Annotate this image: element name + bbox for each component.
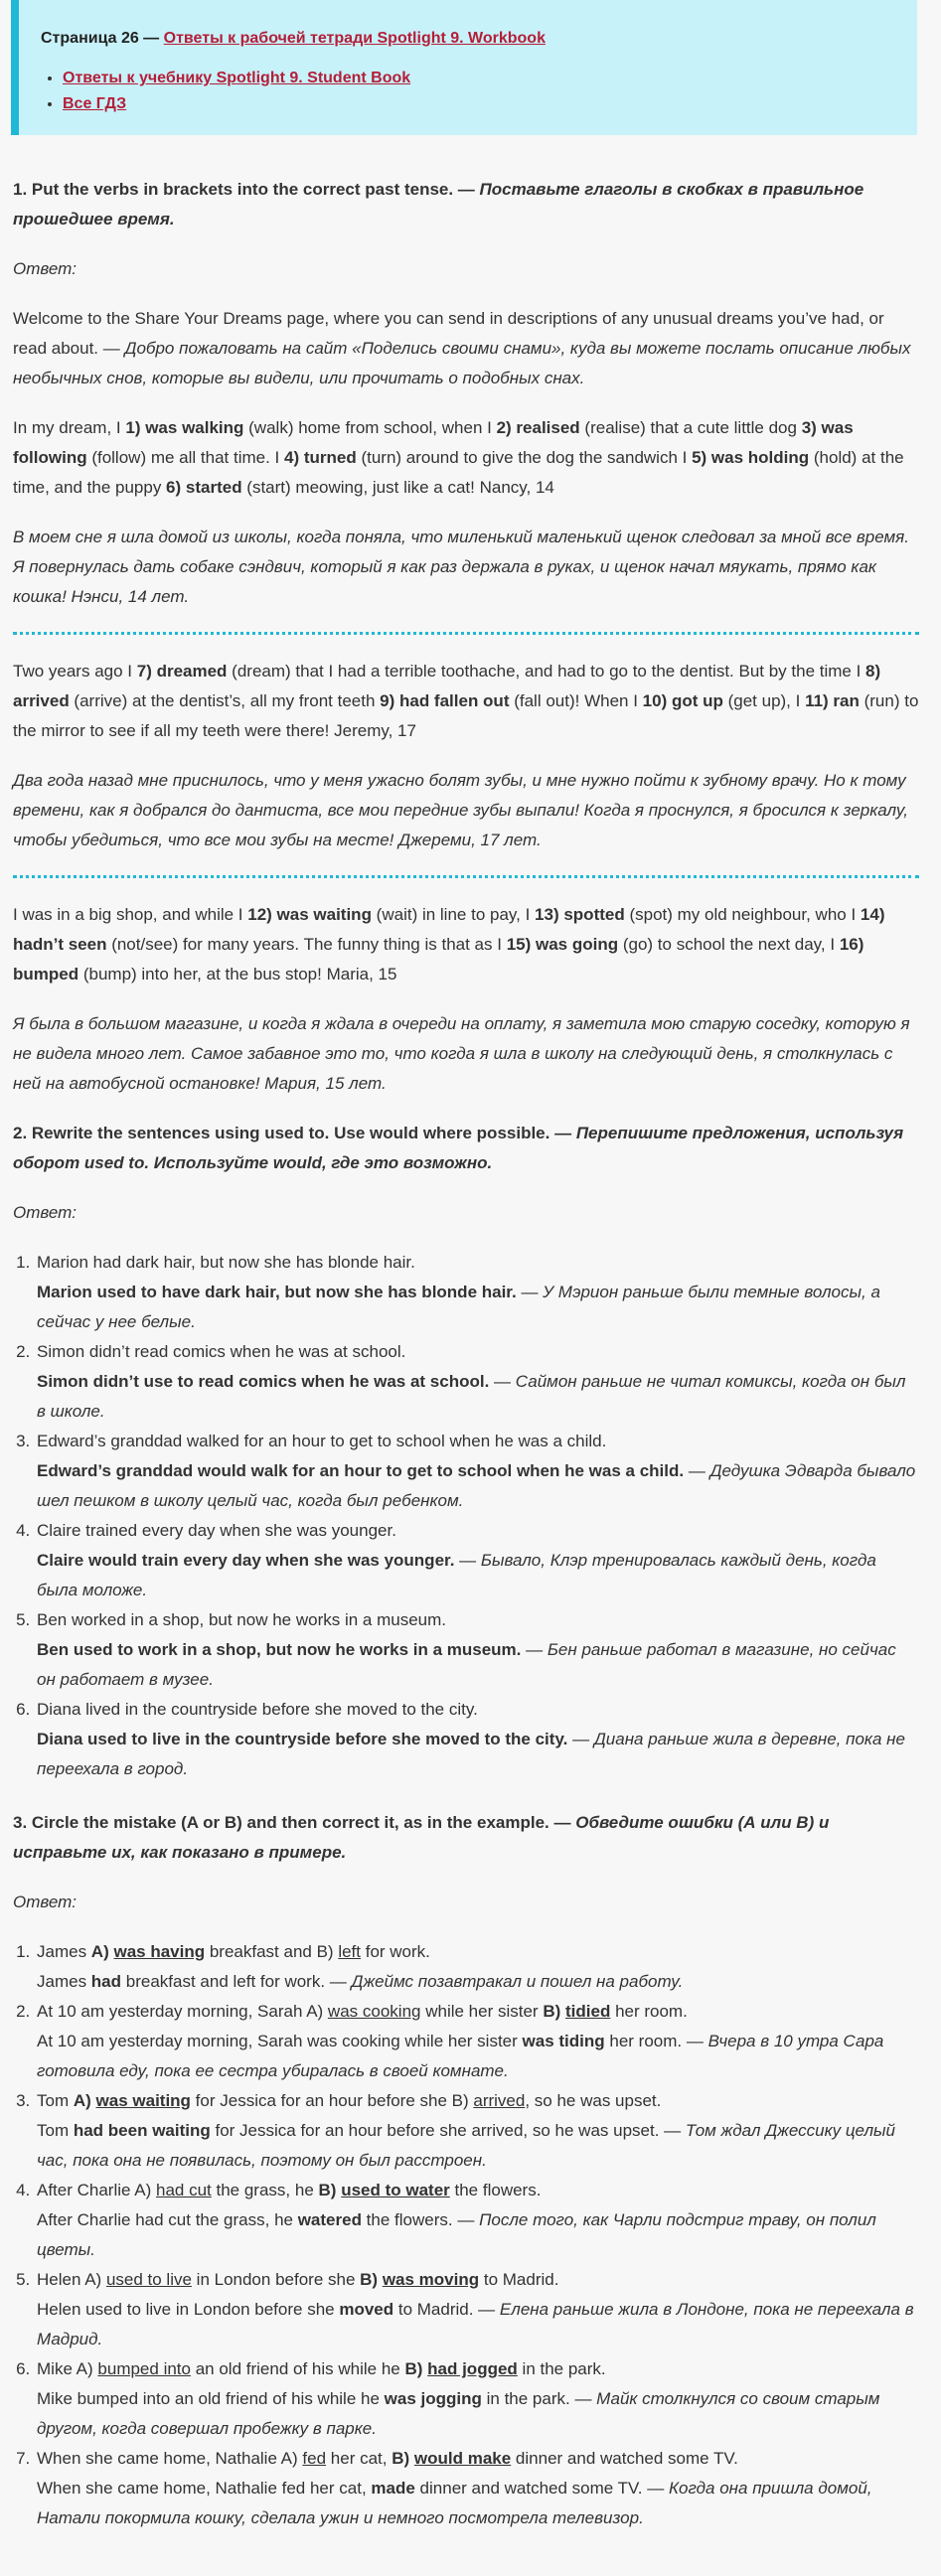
dream-story-3: I was in a big shop, and while I 12) was waiting (wait) in line to pay, I 13) spotted (spot) my old neighbour, who I 14) hadn’t seen (not/see) for many years. The funny thing is that as I 15) was going (go) to school the next day, I 16) bumped (bump) into her, at the bus stop! Maria, 15 <box>13 905 885 984</box>
workbook-link[interactable]: Ответы к рабочей тетради Spotlight 9. Workbook <box>163 30 546 47</box>
task2-list <box>13 1248 919 1784</box>
related-links <box>41 66 917 117</box>
dotted-divider <box>13 632 919 635</box>
student-book-link[interactable]: Ответы к учебнику Spotlight 9. Student Book <box>63 70 411 86</box>
list-item: 3. Edward’s granddad walked for an hour to get to school when he was a child. Edward’s granddad would walk for an hour to get to school when he was a child. — Дедушка Эдварда бывало шел пешком в школу целый час, когда был ребенком. <box>35 1427 919 1516</box>
page-reference <box>41 26 917 52</box>
list-item: 4. After Charlie A) had cut the grass, he B) used to water the flowers. After Charlie had cut the grass, he watered the flowers. — После того, как Чарли подстриг траву, он полил цветы. <box>35 2176 919 2265</box>
dream-story-2: Two years ago I 7) dreamed (dream) that I had a terrible toothache, and had to go to the dentist. But by the time I 8) arrived (arrive) at the dentist’s, all my front teeth 9) had fallen out (fall out)! When I 10) got up (get up), I 11) ran (run) to the mirror to see if all my teeth were there! Jeremy, 17 <box>13 662 919 740</box>
answer-label: Ответ: <box>13 259 78 278</box>
dream-story-1: In my dream, I 1) was walking (walk) home from school, when I 2) realised (realise) that a cute little dog 3) was following (follow) me all that time. I 4) turned (turn) around to give the dog the sandwich I 5) was holding (hold) at the time, and the puppy 6) started (start) meowing, just like a cat! Nancy, 14 <box>13 418 904 497</box>
list-item: 5. Ben worked in a shop, but now he works in a museum. Ben used to work in a shop, but now he works in a museum. — Бен раньше работал в магазине, но сейчас он работает в музее. <box>35 1605 919 1695</box>
list-item: 6. Diana lived in the countryside before she moved to the city. Diana used to live in the countryside before she moved to the city. — Диана раньше жила в деревне, пока не переехала в город. <box>35 1695 919 1784</box>
list-item: 5. Helen A) used to live in London before she B) was moving to Madrid. Helen used to live in London before she moved to Madrid. — Елена раньше жила в Лондоне, пока не переехала в Мадрид. <box>35 2265 919 2354</box>
list-item: 4. Claire trained every day when she was younger. Claire would train every day when she was younger. — Бывало, Клэр тренировалась каждый день, когда была моложе. <box>35 1516 919 1605</box>
list-item: 2. At 10 am yesterday morning, Sarah A) was cooking while her sister B) tidied her room. At 10 am yesterday morning, Sarah was cooking while her sister was tiding her room. — Вчера в 10 утра Сара готовила еду, пока ее сестра убиралась в своей комнате. <box>35 1997 919 2086</box>
main-content <box>13 175 919 2557</box>
dream-story-1-translation: В моем сне я шла домой из школы, когда поняла, что миленький маленький щенок следовал за мной все время. Я повернулась дать собаке сэндвич, который я как раз держала в руках, и щенок начал мяукать, прямо как кошка! Нэнси, 14 лет. <box>13 528 909 606</box>
task1-intro: Welcome to the Share Your Dreams page, where you can send in descriptions of any unusual dreams you’ve had, or read about. — Добро пожаловать на сайт «Поделись своими снами», куда вы можете послать описание любых необычных снов, которые вы видели, или прочитать о подобных снах. <box>13 309 911 387</box>
dotted-divider <box>13 875 919 878</box>
list-item: 1. Marion had dark hair, but now she has blonde hair. Marion used to have dark hair, but now she has blonde hair. — У Мэрион раньше были темные волосы, а сейчас у нее белые. <box>35 1248 919 1337</box>
task2-title: 2. Rewrite the sentences using used to. Use would where possible. — Перепишите предложения, используя оборот used to. Используйте would, где это возможно. <box>13 1124 904 1172</box>
answer-label: Ответ: <box>13 1893 78 1911</box>
list-item: 1. James A) was having breakfast and B) left for work. James had breakfast and left for work. — Джеймс позавтракал и пошел на работу. <box>35 1937 919 1997</box>
page-label: Страница 26 — <box>41 30 160 47</box>
list-item: 3. Tom A) was waiting for Jessica for an hour before she B) arrived, so he was upset. Tom had been waiting for Jessica for an hour before she arrived, so he was upset. — Том ждал Джессику целый час, пока она не появилась, поэтому он был расстроен. <box>35 2086 919 2176</box>
task3-list <box>13 1937 919 2533</box>
list-item: 6. Mike A) bumped into an old friend of his while he B) had jogged in the park. Mike bumped into an old friend of his while he was jogging in the park. — Майк столкнулся со своим старым другом, когда совершал пробежку в парке. <box>35 2354 919 2444</box>
list-item <box>63 91 917 117</box>
dream-story-3-translation: Я была в большом магазине, и когда я ждала в очереди на оплату, я заметила мою старую соседку, которую я не видела много лет. Самое забавное это то, что когда я шла в школу на следующий день, я столкнулась с ней на автобусной остановке! Мария, 15 лет. <box>13 1014 910 1093</box>
answer-label: Ответ: <box>13 1203 78 1222</box>
list-item: 2. Simon didn’t read comics when he was at school. Simon didn’t use to read comics when he was at school. — Саймон раньше не читал комиксы, когда он был в школе. <box>35 1337 919 1427</box>
task3-title: 3. Circle the mistake (A or B) and then correct it, as in the example. — Обведите ошибки (А или В) и исправьте их, как показано в примере. <box>13 1813 830 1862</box>
info-box <box>11 0 917 135</box>
all-gdz-link[interactable]: Все ГДЗ <box>63 95 127 112</box>
task1-title: 1. Put the verbs in brackets into the correct past tense. — Поставьте глаголы в скобках в правильное прошедшее время. <box>13 180 864 228</box>
list-item: 7. When she came home, Nathalie A) fed her cat, B) would make dinner and watched some TV. When she came home, Nathalie fed her cat, made dinner and watched some TV. — Когда она пришла домой, Натали покормила кошку, сделала ужин и немного посмотрела телевизор. <box>35 2444 919 2533</box>
dream-story-2-translation: Два года назад мне приснилось, что у меня ужасно болят зубы, и мне нужно пойти к зубному врачу. Но к тому времени, как я добрался до дантиста, все мои передние зубы выпали! Когда я проснулся, я бросился к зеркалу, чтобы убедиться, что все мои зубы на месте! Джереми, 17 лет. <box>13 771 909 849</box>
list-item <box>63 66 917 91</box>
